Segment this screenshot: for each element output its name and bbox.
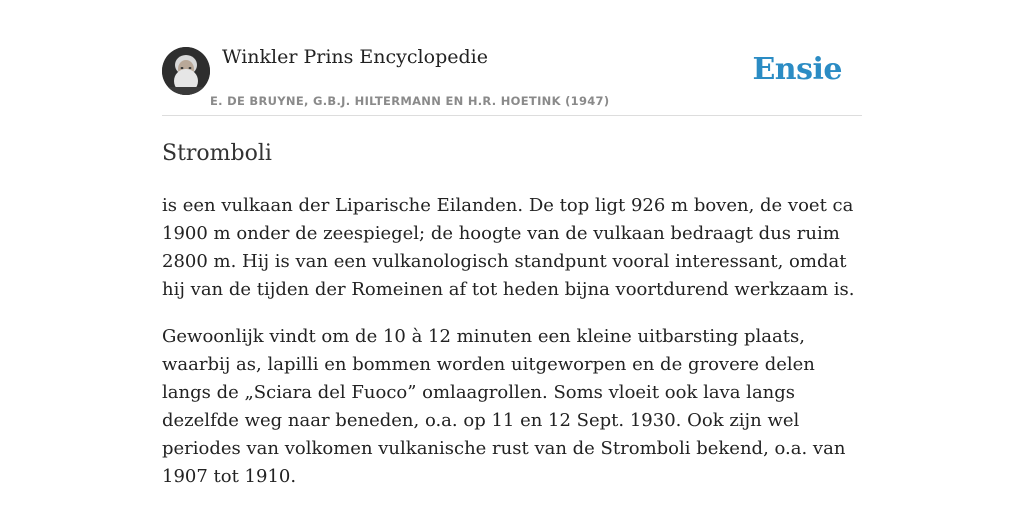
brand-logo-link[interactable]: Ensie (752, 52, 842, 87)
authors-credit: E. DE BRUYNE, G.B.J. HILTERMANN EN H.R. HOETINK (1947) (210, 94, 610, 108)
site-title[interactable]: Winkler Prins Encyclopedie (222, 46, 488, 68)
site-header (162, 0, 862, 116)
article-title: Stromboli (162, 141, 272, 166)
portrait-icon (162, 47, 210, 95)
page-content (162, 0, 862, 487)
article-paragraph: is een vulkaan der Liparische Eilanden. De top ligt 926 m boven, de voet ca 1900 m onder de zeespiegel; de hoogte van de vulkaan bedraagt dus ruim 2800 m. Hij is van een vulkanologisch standpunt vooral interessant, omdat hij van de tijden der Romeinen af tot heden bijna voortdurend werkzaam is. (162, 195, 855, 300)
article-body (162, 192, 862, 510)
article-paragraph: Gewoonlijk vindt om de 10 à 12 minuten een kleine uitbarsting plaats, waarbij as, lapilli en bommen worden uitgeworpen en de grovere delen langs de „Sciara del Fuoco” omlaagrollen. Soms vloeit ook lava langs dezelfde weg naar beneden, o.a. op 11 en 12 Sept. 1930. Ook zijn wel periodes van volkomen vulkanische rust van de Stromboli bekend, o.a. van 1907 tot 1910. (162, 326, 846, 487)
author-avatar[interactable] (162, 47, 210, 95)
